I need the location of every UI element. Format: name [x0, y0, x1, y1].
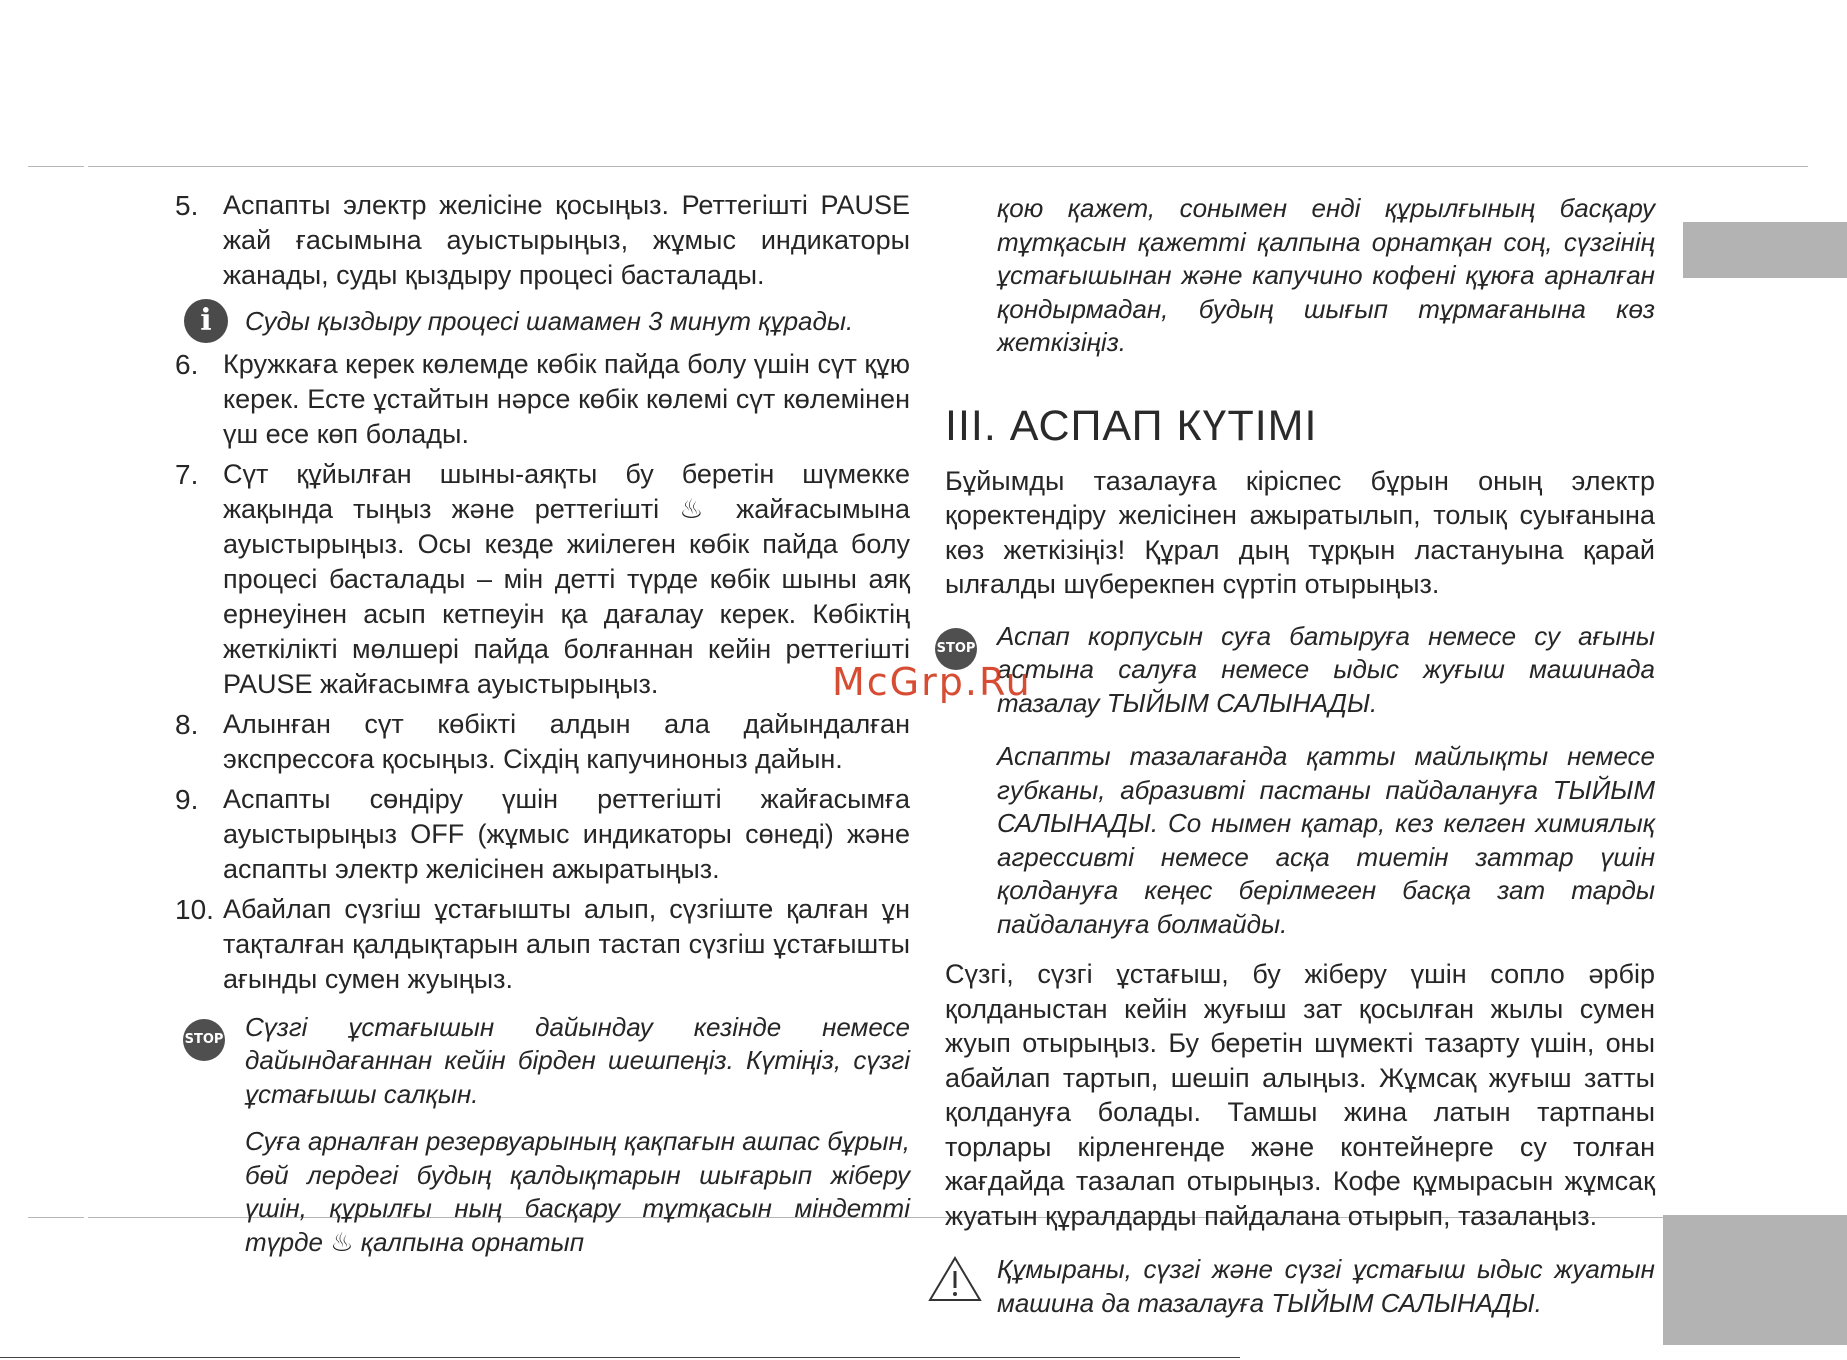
intro-paragraph: Бұйымды тазалауға кіріспес бұрын оның электр қоректендіру желісінен ажыратылып, толық суығанына көз жеткізіңіз! Құрал дың тұрқын ластануына қарай ылғалды шүберекпен сүртіп отырыңыз.	[945, 465, 1655, 599]
steam-icon: ♨	[679, 493, 717, 524]
side-tab-top	[1683, 222, 1847, 278]
step-text: Алынған сүт көбікті алдын ала дайындалған экспрессоға қосыңыз. Сіхдің капучиноныз дайын.	[223, 708, 910, 774]
step-number: 6.	[175, 348, 199, 380]
step-9	[175, 782, 910, 887]
top-rule-left	[28, 166, 84, 167]
steam-icon: ♨	[330, 1226, 354, 1257]
abrasive-note	[997, 740, 1655, 941]
step-7-text-b: жайғасымына ауыстырыңыз. Осы кезде жиілеген көбік пайда болу процесі басталады – мін детті түрде көбік шыны аяқ ернеуінен асып кетпеуін қа дағалау керек. Көбіктің жеткілікті мөлшері пайда болғаннан кейін реттегішті PAUSE жайғасымға ауыстырыңыз.	[223, 493, 910, 699]
info-note	[200, 303, 910, 339]
stop-note-right	[936, 620, 1655, 721]
step-5	[175, 188, 910, 293]
info-icon: i	[184, 299, 228, 343]
step-text: Аспапты сөндіру үшін реттегішті жайғасымға ауыстырыңыз OFF (жұмыс индикаторы сөнеді) және аспапты электр желісінен ажыратыңыз.	[223, 783, 910, 884]
step-text: Абайлап сүзгіш ұстағышты алып, сүзгіште қалған ұн тақталған қалдықтарын алып тастап сүзгіш ұстағышты ағынды сумен жуыңыз.	[223, 893, 910, 994]
step-number: 10.	[175, 893, 214, 925]
stop-icon: STOP	[183, 1019, 225, 1061]
warning-note	[997, 1253, 1655, 1320]
step-number: 7.	[175, 458, 199, 490]
warning-icon	[927, 1255, 983, 1303]
warning-triangle-icon	[927, 1255, 983, 1303]
stop-note-left	[184, 1011, 910, 1112]
top-rule	[88, 166, 1808, 167]
step-10	[175, 892, 910, 997]
stop-note-text: Сүзгі ұстағышын дайындау кезінде немесе дайындағаннан кейін бірден шешпеңіз. Күтіңіз, сүзгі ұстағышы салқын.	[245, 1011, 910, 1109]
step-number: 5.	[175, 190, 199, 221]
tank-note	[245, 1125, 910, 1259]
continuation-text: қою қажет, сонымен енді құрылғының басқару тұтқасын қажетті қалпына орнатқан соң, сүзгінің ұстағышынан және капучино кофені құюға арналған қондырмадан, будың шығып тұрмағанына көз жеткізіңіз.	[997, 193, 1655, 357]
step-6	[175, 347, 910, 452]
left-column	[175, 188, 910, 1259]
tank-note-text-b: қалпына орнатып	[360, 1226, 585, 1257]
step-text: Аспапты электр желісіне қосыңыз. Реттегішті PAUSE жай ғасымына ауыстырыңыз, жұмыс индикаторы жанады, суды қыздыру процесі басталады.	[223, 190, 910, 290]
cleaning-paragraph: Сүзгі, сүзгі ұстағыш, бу жіберу үшін сопло әрбір қолданыстан кейін жуғыш зат қосылған жылы сумен жуып отырыңыз. Бу беретін шүмекті тазарту үшін, оны абайлап тартып, шешіп алыңыз. Жұмсақ жуғыш затты қолдануға болады. Тамшы жина латын тартпаны торлары кірленгенде және контейнерге су толған жағдайда тазалап отырыңыз. Кофе құмырасын жұмсақ жуатын құралдарды пайдалана отырып, тазалаңыз.	[945, 959, 1655, 1231]
step-text	[223, 457, 910, 702]
stop-note-text: Аспап корпусын суға батыруға немесе су ағыны астына салуға немесе ыдыс жуғыш машинада тазалау ТЫЙЫМ САЛЫНАДЫ.	[997, 620, 1655, 718]
side-tab-bottom	[1663, 1215, 1847, 1345]
right-column	[936, 192, 1655, 1320]
section-title: III. АСПАП КҮТІМІ	[945, 401, 1318, 450]
step-number: 9.	[175, 783, 199, 815]
step-number: 8.	[175, 708, 199, 740]
continuation-note	[997, 192, 1655, 360]
watermark: McGrp.Ru	[832, 660, 1032, 704]
abrasive-note-text: Аспапты тазалағанда қатты майлықты немесе губканы, абразивті пастаны пайдалануға ТЫЙЫМ САЛЫНАДЫ. Со нымен қатар, кез келген химиялық агрессивті немесе асқа тиетін заттар үшін қолдануға кеңес берілмеген басқа зат тарды пайдалануға болмайды.	[997, 741, 1655, 939]
stop-icon: STOP	[935, 628, 977, 670]
tank-note-text-a: Суға арналған резервуарының қақпағын ашпас бұрын, бөй лердегі будың қалдықтарын шығарып жіберу үшін, құрылғы ның басқару тұтқасын міндетті түрде	[245, 1126, 910, 1257]
step-7-text-a: Сүт құйылған шыны-аяқты бу беретін шүмекке жақында тыңыз және реттегішті	[223, 458, 910, 524]
info-note-text: Суды қыздыру процесі шамамен 3 минут құрады.	[245, 306, 854, 336]
step-7	[175, 457, 910, 702]
step-text: Кружкаға керек көлемде көбік пайда болу үшін сүт құю керек. Есте ұстайтын нәрсе көбік көлемі сүт көлемінен үш есе көп болады.	[223, 348, 910, 449]
warning-note-text: Құмыраны, сүзгі және сүзгі ұстағыш ыдыс жуатын машина да тазалауға ТЫЙЫМ САЛЫНАДЫ.	[997, 1254, 1655, 1318]
bottom-rule-left	[28, 1217, 84, 1218]
step-8	[175, 707, 910, 777]
footer-rule	[0, 1357, 1240, 1358]
